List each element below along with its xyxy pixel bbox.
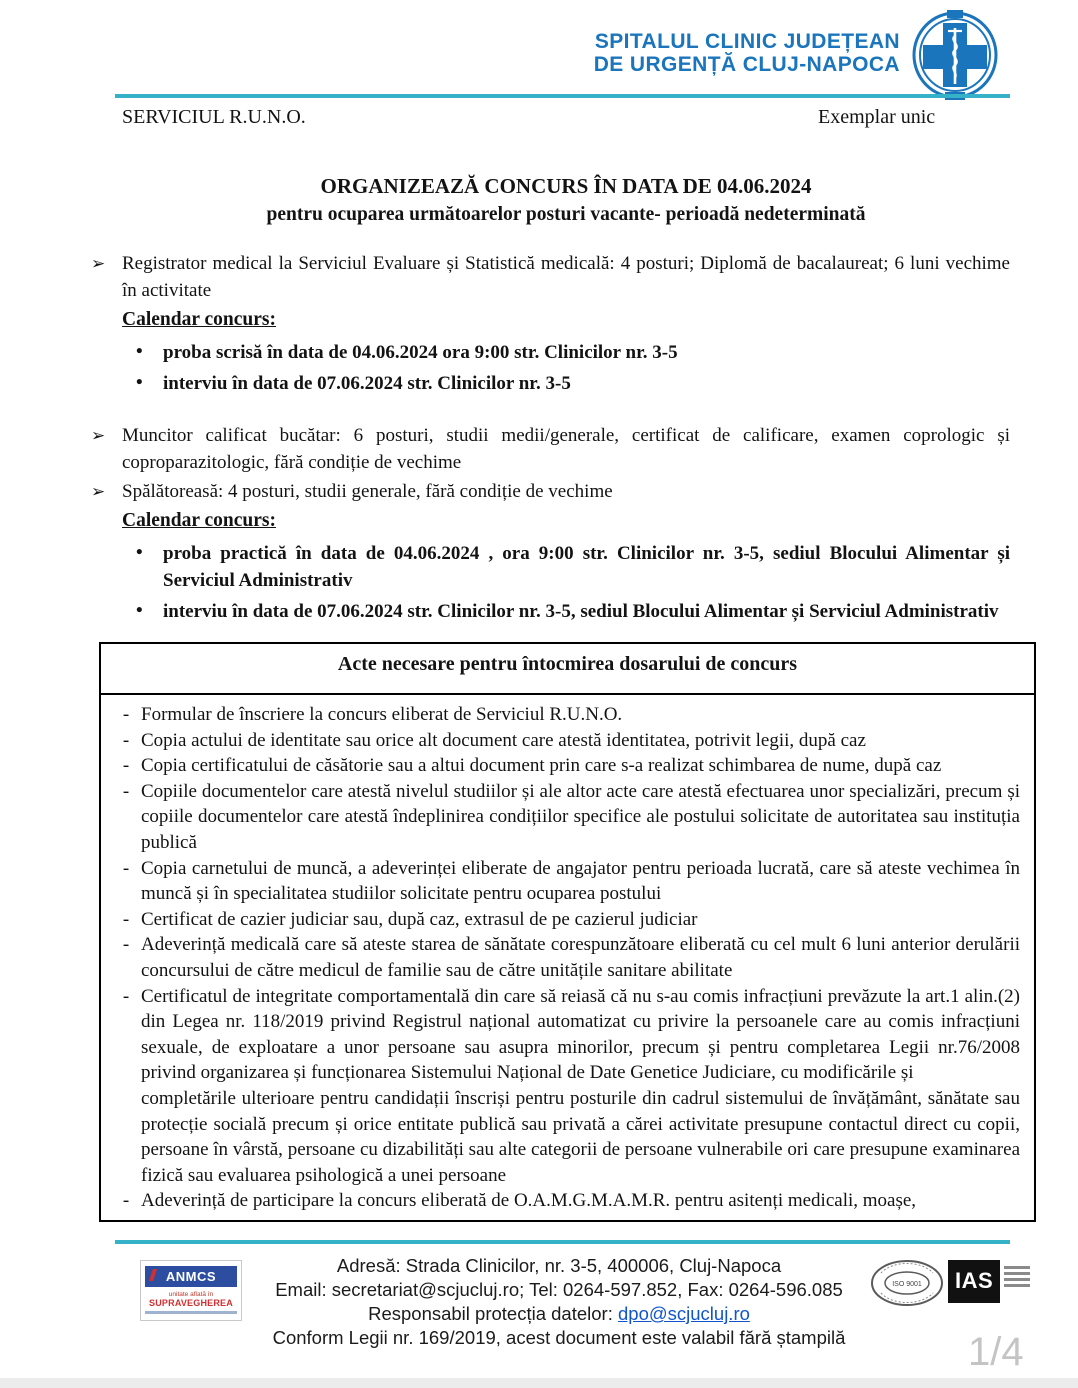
dash-bullet: - [122, 985, 130, 1007]
footer-contact-block [239, 1254, 879, 1350]
dot-bullet-icon: • [136, 600, 143, 621]
exemplar-label: Exemplar unic [818, 106, 936, 128]
dot-bullet-icon: • [136, 372, 143, 393]
hospital-logo-icon [903, 8, 1007, 107]
list-item [111, 984, 1020, 1086]
ias-fineprint [1004, 1260, 1030, 1290]
dash-bullet: - [122, 755, 130, 777]
dpo-email-link[interactable]: dpo@scjucluj.ro [618, 1303, 750, 1324]
dot-bullet-icon: • [136, 542, 143, 563]
list-item [111, 1086, 1020, 1188]
list-item-text: Copiile documentelor care atestă nivelul studiilor și ale altor acte care atestă efectuarea unor specializări, precum și copiile documentelor care atestă îndeplinirea condițiilor specifice ale postului solicitate de autoritatea sau instituția publică [141, 780, 1020, 853]
arrow-bullet-icon: ➢ [91, 254, 106, 273]
footer-legal: Conform Legii nr. 169/2019, acest document este valabil fără ștampilă [272, 1327, 846, 1348]
document-title [122, 174, 1010, 226]
anmcs-fineprint-bar [145, 1311, 237, 1314]
dash-bullet: - [122, 780, 130, 802]
dash-bullet: - [122, 934, 130, 956]
list-item-text: Adeverință de participare la concurs eliberată de O.A.M.G.M.A.M.R. pentru asitenți medicali, moașe, [141, 1190, 917, 1212]
calendar-item [122, 339, 1010, 366]
anmcs-subtitle: unitate aflată în [168, 1291, 214, 1298]
calendar-item [122, 598, 1010, 625]
calendar-item-text: proba scrisă în data de 04.06.2024 ora 9:00 str. Clinicilor nr. 3-5 [163, 342, 678, 363]
position-item [91, 422, 1010, 476]
footer-dpo-line [239, 1302, 879, 1326]
position-item [91, 250, 1010, 304]
dash-bullet: - [122, 908, 130, 930]
anmcs-red-accent [149, 1269, 157, 1281]
calendar-item-text: interviu în data de 07.06.2024 str. Clinicilor nr. 3-5 [163, 373, 571, 394]
anmcs-supraveghere-label: SUPRAVEGHEREA [149, 1298, 233, 1308]
document-body [91, 250, 1010, 629]
dash-bullet: - [122, 704, 130, 725]
calendar-item [122, 370, 1010, 397]
list-item-text: Certificat de cazier judiciar sau, după caz, extrasul de pe cazierul judiciar [141, 908, 698, 930]
ias-wordmark: IAS [948, 1260, 1000, 1303]
required-documents-title: Acte necesare pentru întocmirea dosarului de concurs [101, 644, 1034, 695]
arrow-bullet-icon: ➢ [91, 482, 106, 501]
list-item-text: Certificatul de integritate comportamentală din care să reiasă că nu s-au comis infracțiuni prevăzute la art.1 alin.(2) din Legea nr. 118/2019 privind Registrul național automatizat cu privire la persoanele care au comis infracțiuni sexuale, de exploatare a unor persoane sau asupra minorilor, precum și pentru completarea Legii nr.76/2008 privind organizarea și funcționarea Sistemului Național de Date Genetice Judiciare, cu modificările și [141, 985, 1020, 1084]
hospital-name-line2: DE URGENȚĂ CLUJ-NAPOCA [593, 53, 900, 76]
iso-9001-seal-icon [869, 1258, 945, 1313]
arrow-bullet-icon: ➢ [91, 426, 106, 445]
footer-contact: Email: secretariat@scjucluj.ro; Tel: 0264-597.852, Fax: 0264-596.085 [275, 1279, 843, 1300]
list-item [111, 907, 1020, 933]
footer-divider [115, 1240, 1010, 1244]
list-item-text: Copia carnetului de muncă, a adeverinței eliberate de angajator pentru perioada lucrată, care să ateste vechimea în muncă și în specialitatea studiilor solicitate pentru ocuparea postului [141, 857, 1020, 905]
dash-bullet: - [122, 857, 130, 879]
list-item-text: Formular de înscriere la concurs eliberat de Serviciul R.U.N.O. [141, 704, 623, 725]
hospital-name [560, 30, 900, 76]
position-item [91, 478, 1010, 505]
calendar-item [122, 540, 1010, 594]
document-title-line2: pentru ocuparea următoarelor posturi vacante- perioadă nedeterminată [266, 204, 866, 225]
ias-logo [948, 1260, 1030, 1303]
dash-bullet [111, 1086, 141, 1188]
svg-text:ISO 9001: ISO 9001 [892, 1281, 922, 1288]
viewer-bottom-edge [0, 1378, 1078, 1388]
list-item-text: Copia actului de identitate sau orice alt document care atestă identitatea, potrivit legii, după caz [141, 729, 866, 751]
position-text: Spălătoreasă: 4 posturi, studii generale, fără condiție de vechime [122, 481, 613, 502]
dot-bullet-icon: • [136, 341, 143, 362]
dash-bullet: - [122, 729, 130, 751]
list-item-text: Copia certificatului de căsătorie sau a altui document prin care s-a realizat schimbarea de nume, după caz [141, 755, 942, 777]
anmcs-wordmark: ANMCS [145, 1266, 237, 1287]
list-item [111, 1188, 1020, 1214]
dash-bullet: - [122, 1190, 130, 1212]
list-item [111, 932, 1020, 983]
list-item [111, 728, 1020, 754]
service-label: SERVICIUL R.U.N.O. [122, 106, 306, 128]
page-indicator: 1/4 [968, 1330, 1024, 1374]
list-item-text: Adeverință medicală care să ateste starea de sănătate corespunzătoare eliberată cu cel mult 6 luni anterior derulării concursului de către medicul de familie sau de către unitățile sanitare abilitate [141, 934, 1020, 981]
footer-dpo-label: Responsabil protecția datelor: [368, 1303, 618, 1324]
document-title-line1: ORGANIZEAZĂ CONCURS ÎN DATA DE 04.06.2024 [320, 174, 812, 198]
calendar-item-text: proba practică în data de 04.06.2024 , ora 9:00 str. Clinicilor nr. 3-5, sediul Blocului Alimentar și Serviciul Administrativ [163, 543, 1010, 591]
calendar-heading: Calendar concurs: [122, 510, 277, 531]
required-documents-list [101, 695, 1034, 1220]
anmcs-logo [140, 1260, 242, 1321]
list-item [111, 856, 1020, 907]
list-item-text: completările ulterioare pentru candidații înscriși pentru posturile din cadrul sistemului de învățământ, sănătate sau protecție socială precum și orice entitate publică sau privată a cărei activitate presupune contactul direct cu copii, persoane în vârstă, persoane cu dizabilități sau alte categorii de persoane vulnerabile ori care presupune examinarea fizică sau evaluarea psihologică a unei persoane [141, 1087, 1020, 1186]
calendar-heading: Calendar concurs: [122, 309, 277, 330]
header-divider [115, 94, 1010, 98]
list-item [111, 702, 1020, 728]
footer-address: Adresă: Strada Clinicilor, nr. 3-5, 400006, Cluj-Napoca [336, 1255, 782, 1276]
calendar-item-text: interviu în data de 07.06.2024 str. Clinicilor nr. 3-5, sediul Blocului Alimentar și Serviciul Administrativ [163, 601, 999, 622]
list-item [111, 779, 1020, 856]
required-documents-table [99, 642, 1036, 1222]
list-item [111, 753, 1020, 779]
position-text: Registrator medical la Serviciul Evaluare și Statistică medicală: 4 posturi; Diplomă de bacalaureat; 6 luni vechime în activitate [122, 253, 1010, 301]
hospital-name-line1: SPITALUL CLINIC JUDEȚEAN [594, 30, 900, 53]
position-text: Muncitor calificat bucătar: 6 posturi, studii medii/generale, certificat de calificare, examen coprologic și coproparazitologic, fără condiție de vechime [122, 425, 1010, 473]
